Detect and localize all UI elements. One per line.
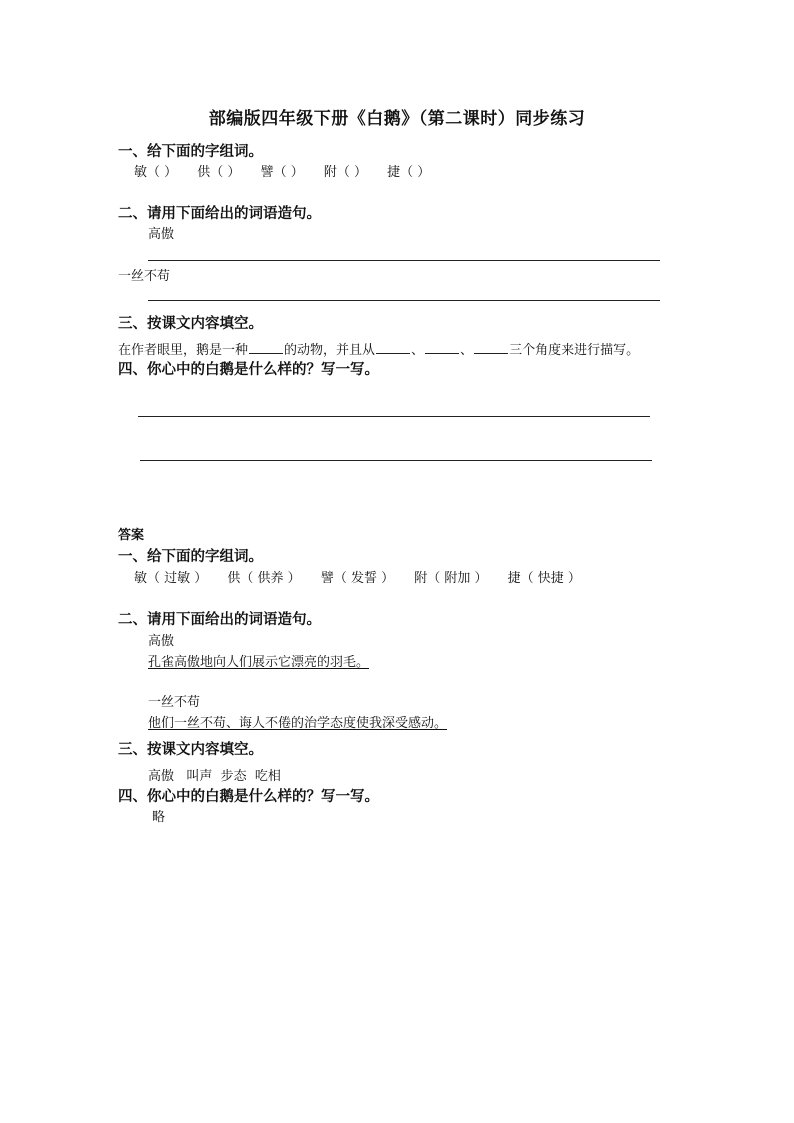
answer-line — [148, 300, 660, 301]
q1-item: 譬（ ） — [260, 165, 304, 180]
q3-fill-sentence — [118, 339, 639, 358]
q3-separator: 、 — [460, 343, 474, 358]
q3-separator: 、 — [411, 343, 425, 358]
q1-item: 捷（ ） — [387, 165, 431, 180]
q3-text-part: 三个角度来进行描写。 — [509, 343, 640, 358]
fill-blank — [474, 341, 508, 354]
q4-heading: 四、你心中的白鹅是什么样的？写一写。 — [118, 362, 379, 378]
answer-q3-text: 高傲 叫声 步态 吃相 — [148, 769, 281, 784]
q3-text-part: 在作者眼里，鹅是一种 — [118, 343, 249, 358]
answer-line — [148, 260, 660, 261]
answer-q4-heading: 四、你心中的白鹅是什么样的？写一写。 — [118, 789, 379, 805]
q3-heading: 三、按课文内容填空。 — [118, 316, 263, 332]
q1-items — [134, 161, 446, 180]
answer-q1-item: 捷（ 快捷 ） — [507, 571, 581, 586]
fill-blank — [425, 341, 459, 354]
q2-word-2: 一丝不苟 — [118, 269, 171, 284]
q2-heading: 二、请用下面给出的词语造句。 — [118, 206, 321, 222]
answer-q3-heading: 三、按课文内容填空。 — [118, 742, 263, 758]
page-title: 部编版四年级下册《白鹅》（第二课时）同步练习 — [208, 109, 586, 129]
answer-q4-text: 略 — [152, 810, 166, 825]
answer-q1-item: 附（ 附加 ） — [414, 571, 488, 586]
q1-item: 敏（ ） — [134, 165, 178, 180]
q1-heading: 一、给下面的字组词。 — [118, 144, 263, 160]
answer-q1-item: 供（ 供养 ） — [227, 571, 301, 586]
q2-word-1: 高傲 — [148, 227, 175, 242]
q1-item: 附（ ） — [323, 165, 367, 180]
answer-line — [140, 460, 652, 461]
answer-q2-word-2: 一丝不苟 — [148, 695, 201, 710]
answer-q1-item: 譬（ 发誓 ） — [320, 571, 395, 586]
answer-q1-item: 敏（ 过敏 ） — [134, 571, 208, 586]
answer-q2-sentence-2: 他们一丝不苟、诲人不倦的治学态度使我深受感动。 — [148, 716, 448, 731]
q1-item: 供（ ） — [197, 165, 241, 180]
answer-q1-heading: 一、给下面的字组词。 — [118, 549, 263, 565]
answer-q2-sentence-1: 孔雀高傲地向人们展示它漂亮的羽毛。 — [148, 655, 370, 670]
answer-q2-heading: 二、请用下面给出的词语造句。 — [118, 612, 321, 628]
fill-blank — [376, 341, 410, 354]
answer-q2-word-1: 高傲 — [148, 634, 175, 649]
answer-label: 答案 — [118, 528, 145, 543]
answer-q1-items — [134, 567, 597, 586]
answer-line — [138, 416, 650, 417]
q3-text-part: 的动物，并且从 — [284, 343, 376, 358]
fill-blank — [249, 341, 283, 354]
